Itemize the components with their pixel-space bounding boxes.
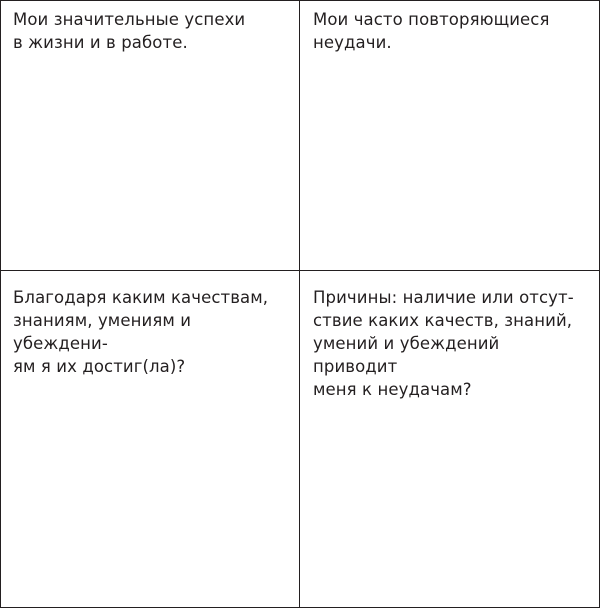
- prompt-success-qualities: Благодаря каким качествам, знаниям, умениям и убеждени- ям я их достиг(ла)?: [13, 288, 269, 376]
- cell-successes: [1, 1, 300, 271]
- prompt-failure-causes: Причины: наличие или отсут- ствие каких качеств, знаний, умений и убеждений приводит меня к неудачам?: [313, 288, 574, 399]
- cell-success-qualities: [1, 271, 300, 607]
- prompt-successes: Мои значительные успехи в жизни и в работе.: [13, 10, 246, 52]
- cell-failures: [300, 1, 599, 271]
- cell-failure-causes: [300, 271, 599, 607]
- prompt-failures: Мои часто повторяющиеся неудачи.: [313, 10, 550, 52]
